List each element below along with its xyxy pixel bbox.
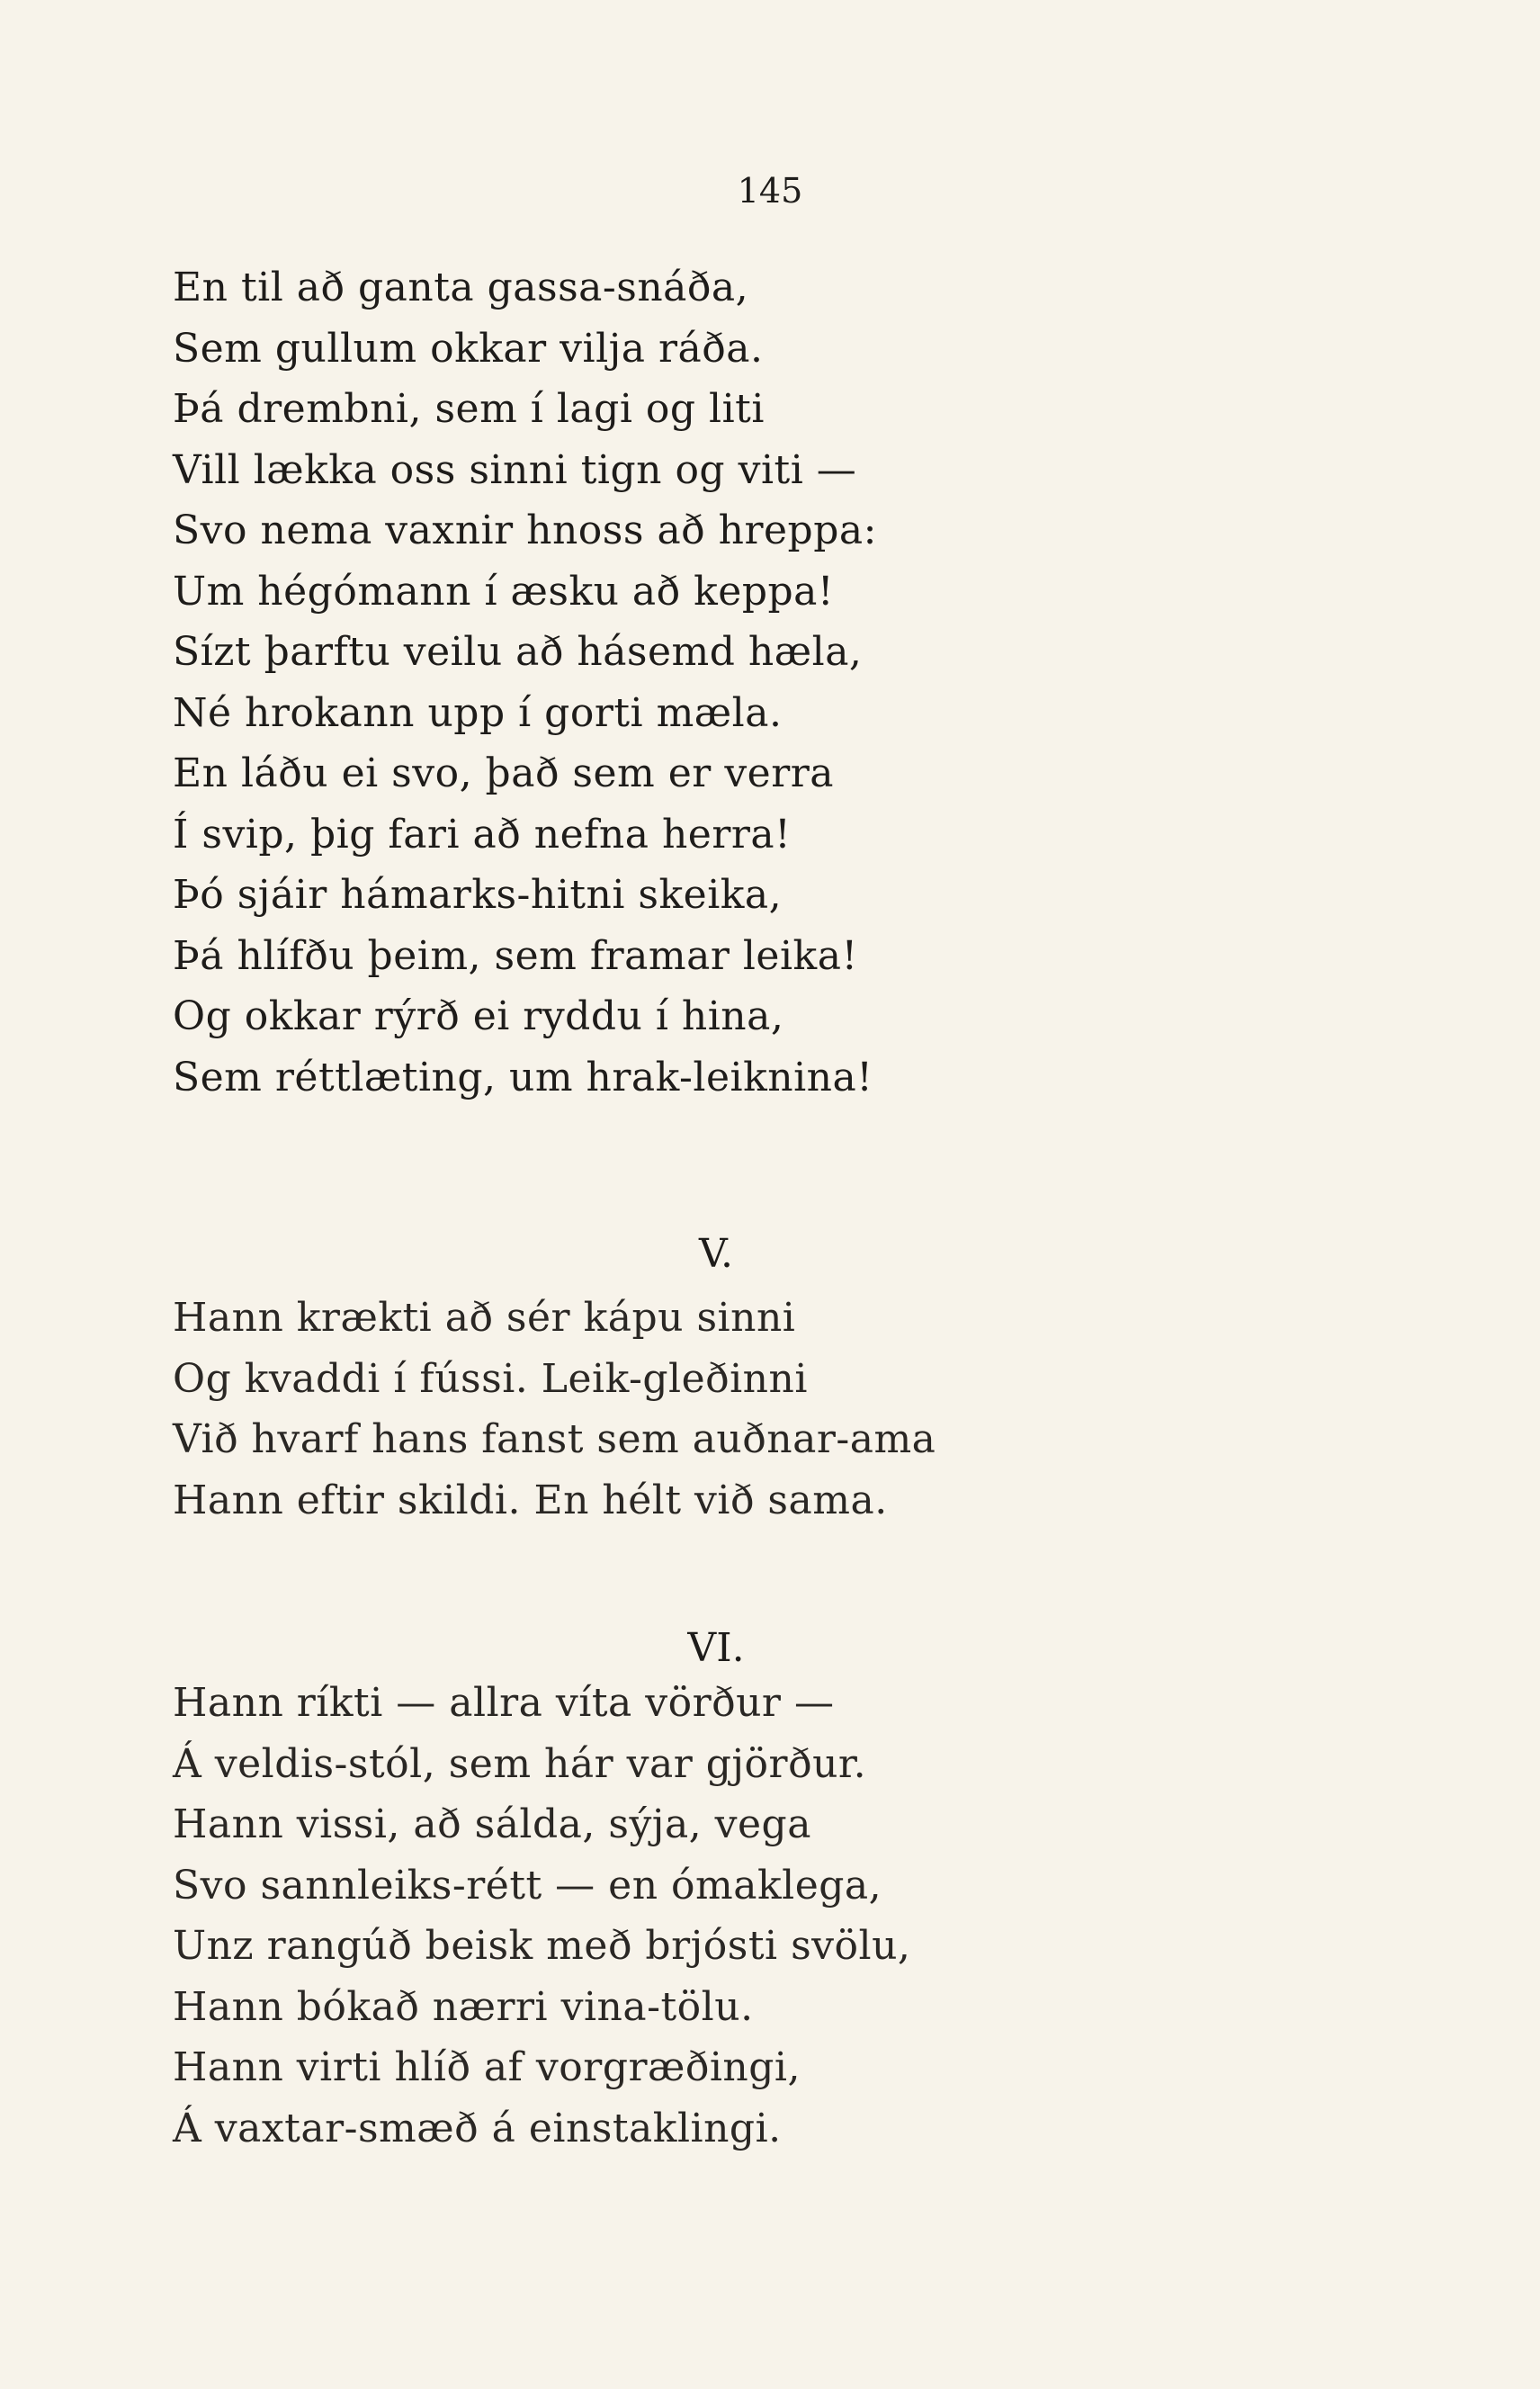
poem-line: Unz rangúð beisk með brjósti svölu, — [173, 1923, 911, 1969]
section-heading-v: V. — [698, 1231, 734, 1277]
poem-line: Þá drembni, sem í lagi og liti — [173, 386, 765, 432]
poem-stanza — [173, 257, 877, 1108]
poem-line: Sízt þarftu veilu að hásemd hæla, — [173, 629, 863, 675]
poem-line: Þó sjáir hámarks-hitni skeika, — [173, 872, 783, 918]
poem-line: Vill lækka oss sinni tign og viti — — [173, 446, 857, 493]
poem-line: Hann bókað nærri vina-tölu. — [173, 1983, 754, 2030]
poem-line: Sem réttlæting, um hrak-leiknina! — [173, 1054, 873, 1100]
poem-line: Í svip, þig fari að nefna herra! — [173, 811, 792, 858]
poem-line: Sem gullum okkar vilja ráða. — [173, 325, 764, 372]
poem-line: Hann ríkti — allra víta vörður — — [173, 1680, 835, 1726]
poem-line: Svo nema vaxnir hnoss að hreppa: — [173, 507, 877, 553]
poem-line: Hann krækti að sér kápu sinni — [173, 1295, 796, 1341]
poem-line: En til að ganta gassa-snáða, — [173, 265, 749, 310]
poem-line: Og okkar rýrð ei ryddu í hina, — [173, 993, 784, 1039]
poem-line: Við hvarf hans fanst sem auðnar-ama — [173, 1416, 936, 1462]
poem-line: Þá hlífðu þeim, sem framar leika! — [173, 932, 858, 979]
poem-line: Og kvaddi í fússi. Leik-gleðinni — [173, 1355, 808, 1402]
poem-line: Um hégómann í æsku að keppa! — [173, 568, 835, 615]
poem-line: Hann eftir skildi. En hélt við sama. — [173, 1477, 888, 1523]
poem-line: Né hrokann upp í gorti mæla. — [173, 689, 783, 736]
poem-stanza-vi — [173, 1673, 910, 2159]
poem-line: Hann vissi, að sálda, sýja, vega — [173, 1801, 811, 1847]
poem-line: Svo sannleiks-rétt — en ómaklega, — [173, 1862, 882, 1909]
page-number: 145 — [737, 171, 803, 211]
poem-line: Hann virti hlíð af vorgræðingi, — [173, 2044, 801, 2090]
poem-stanza-v — [173, 1288, 936, 1531]
poem-line: Á vaxtar-smæð á einstaklingi. — [173, 2105, 782, 2151]
poem-line: Á veldis-stól, sem hár var gjörður. — [173, 1740, 867, 1787]
section-heading-vi: VI. — [687, 1625, 745, 1671]
poem-line: En láðu ei svo, það sem er verra — [173, 750, 835, 796]
